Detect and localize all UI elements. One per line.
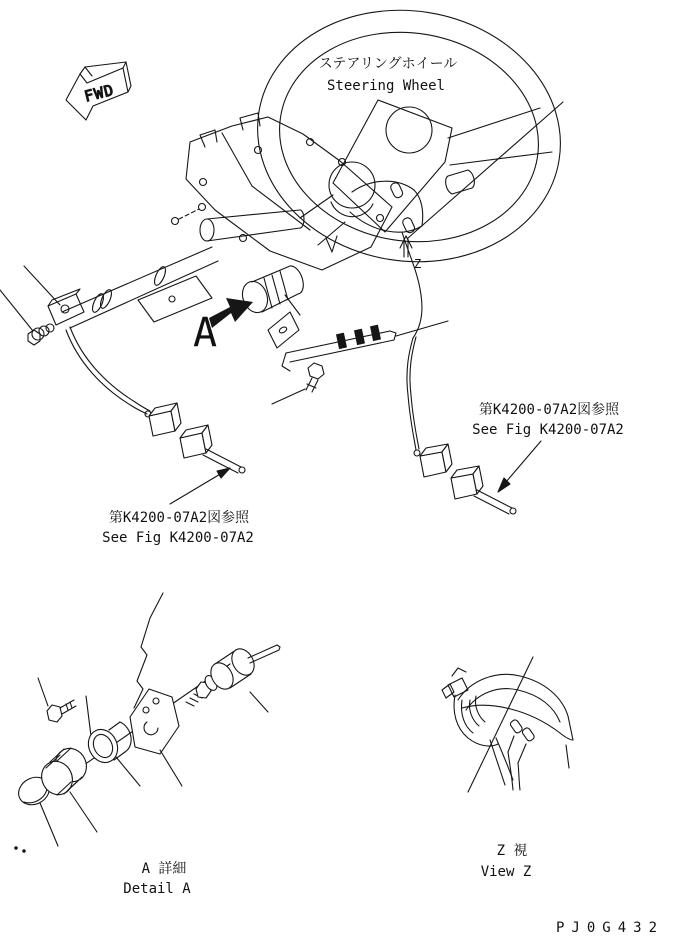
mid-bolt-leader-line bbox=[272, 389, 305, 404]
part-number: PJ0G432 bbox=[556, 920, 665, 936]
steering-wheel-drawing bbox=[239, 0, 578, 338]
bolt-leader-line bbox=[0, 290, 33, 331]
view-z-label-jp: Z 視 bbox=[496, 843, 528, 859]
clamp-leader-line bbox=[24, 266, 60, 305]
steering-wheel-label-jp: ステアリングホイール bbox=[318, 56, 458, 72]
view-z-label-en: View Z bbox=[480, 864, 532, 880]
detail-a-label-en: Detail A bbox=[123, 881, 191, 897]
steering-column-drawing bbox=[0, 113, 448, 404]
view-z-direction-arrow bbox=[400, 236, 412, 257]
steering-wheel-label-en: Steering Wheel bbox=[326, 78, 446, 94]
see-fig-right-label-en: See Fig K4200-07A2 bbox=[472, 422, 624, 438]
marker-z-letter: Z bbox=[414, 257, 422, 271]
fwd-label: FWD bbox=[82, 80, 117, 106]
detail-a-label-jp: A 詳細 bbox=[141, 861, 187, 877]
left-harness-drawing bbox=[66, 327, 245, 504]
see-fig-right-label-jp: 第K4200-07A2図参照 bbox=[478, 402, 620, 418]
detail-a-drawing bbox=[14, 593, 280, 852]
view-z-drawing bbox=[442, 657, 573, 792]
clamp-strip-leader-line bbox=[396, 321, 448, 336]
see-fig-left-label-en: See Fig K4200-07A2 bbox=[102, 530, 254, 546]
see-fig-left-label-jp: 第K4200-07A2図参照 bbox=[108, 510, 250, 526]
see-fig-left-arrowhead bbox=[217, 468, 230, 478]
see-fig-left-leader-line bbox=[170, 470, 227, 504]
marker-a-letter: A bbox=[193, 310, 218, 356]
